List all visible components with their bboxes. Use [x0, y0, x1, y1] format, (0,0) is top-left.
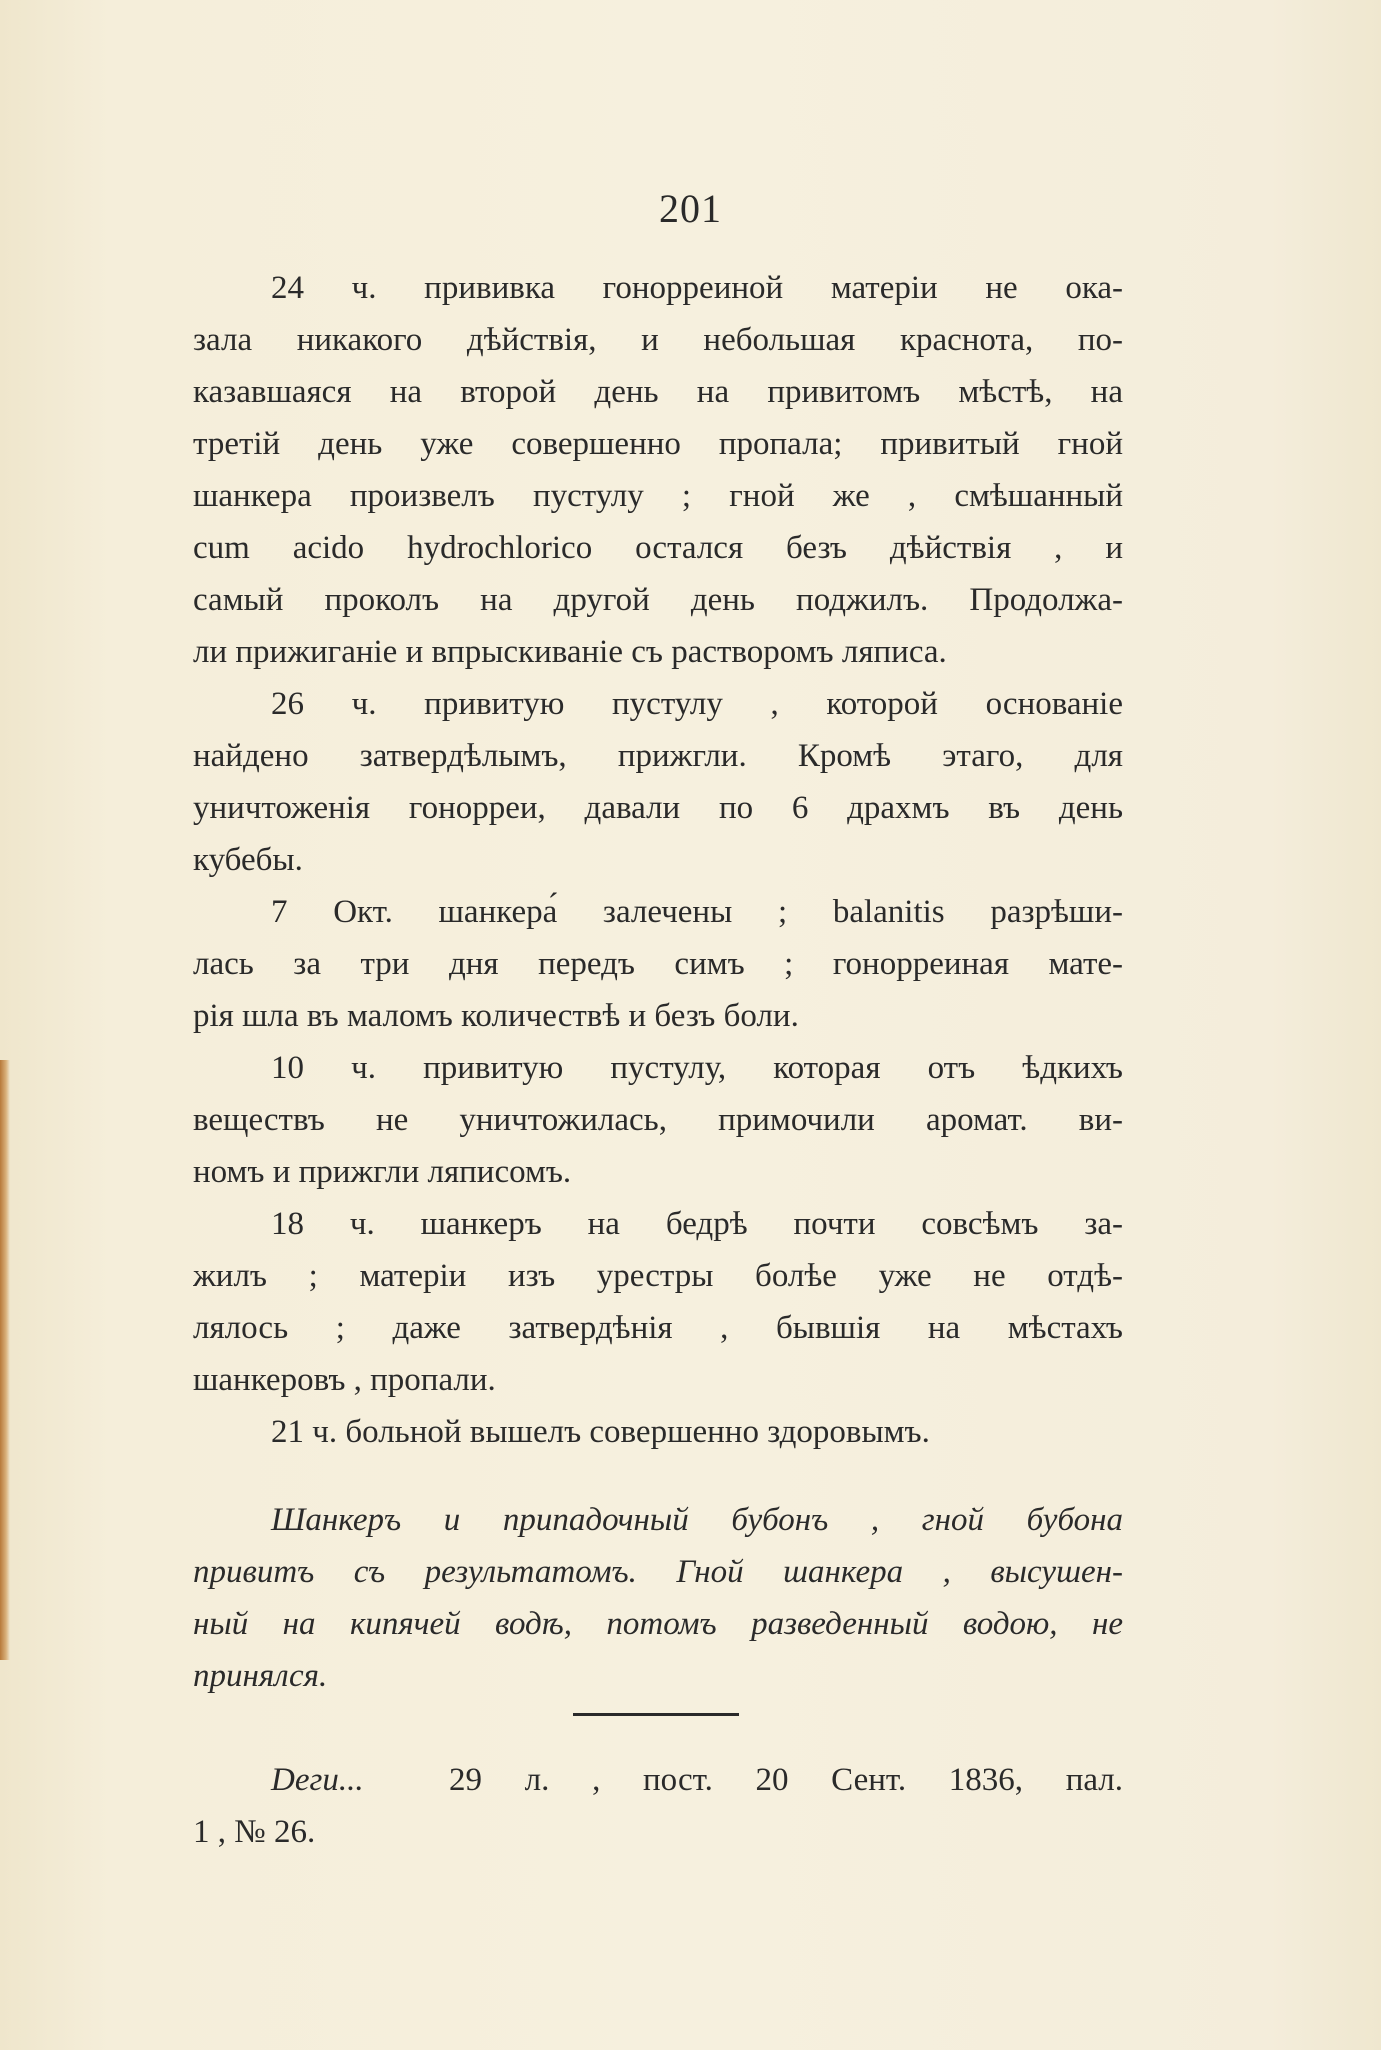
text-line: третій день уже совершенно пропала; привитый гной: [193, 426, 1123, 462]
paragraph-21: [193, 1406, 1123, 1458]
text-line: веществъ не уничтожилась, примочили аромат. ви-: [193, 1102, 1123, 1138]
text-line: cum acido hydrochlorico остался безъ дѣйствія , и: [193, 530, 1123, 566]
text-line: 26 ч. привитую пустулу , которой основаніе: [271, 686, 1123, 722]
case-summary: [193, 1494, 1123, 1702]
patient-details: 29 л. , пост. 20 Сент. 1836, пал.: [448, 1762, 1123, 1798]
text-line: жилъ ; матеріи изъ урестры болѣе уже не отдѣ-: [193, 1258, 1123, 1294]
page-edge-shadow: [0, 1060, 10, 1660]
text-line: 10 ч. привитую пустулу, которая отъ ѣдкихъ: [271, 1050, 1123, 1086]
text-line: 7 Окт. шанкера́ залечены ; balanitis разрѣши-: [271, 894, 1123, 930]
summary-line: принялся.: [193, 1658, 328, 1694]
text-line: номъ и прижгли ляписомъ.: [193, 1154, 572, 1190]
patient-name: Deги...: [271, 1762, 364, 1798]
paragraph-10: [193, 1042, 1123, 1198]
paragraph-26: [193, 678, 1123, 886]
text-line: 24 ч. прививка гонорреиной матеріи не ока-: [271, 270, 1123, 306]
text-line: лась за три дня передъ симъ ; гонорреиная мате-: [193, 946, 1123, 982]
text-line: казавшаяся на второй день на привитомъ мѣстѣ, на: [193, 374, 1123, 410]
text-line: рія шла въ маломъ количествѣ и безъ боли.: [193, 998, 799, 1034]
page-number: 201: [659, 186, 722, 231]
text-line: самый проколъ на другой день поджилъ. Продолжа-: [193, 582, 1123, 618]
main-text: [193, 262, 1123, 1458]
text-line: лялось ; даже затвердѣнія , бывшія на мѣстахъ: [193, 1310, 1123, 1346]
paragraph-24: [193, 262, 1123, 678]
summary-line: привитъ съ результатомъ. Гной шанкера , высушен-: [193, 1554, 1123, 1590]
section-divider: [573, 1713, 739, 1716]
case-header-line: [193, 1754, 1123, 1806]
summary-line: ный на кипячей водѣ, потомъ разведенный водою, не: [193, 1606, 1123, 1642]
paragraph-18: [193, 1198, 1123, 1406]
text-line: шанкера произвелъ пустулу ; гной же , смѣшанный: [193, 478, 1123, 514]
next-case-header: [193, 1754, 1123, 1858]
text-line: ли прижиганіе и впрыскиваніе съ растворомъ ляписа.: [193, 634, 947, 670]
text-line: 18 ч. шанкеръ на бедрѣ почти совсѣмъ за-: [271, 1206, 1123, 1242]
text-line: 21 ч. больной вышелъ совершенно здоровымъ.: [271, 1414, 930, 1450]
text-line: кубебы.: [193, 842, 303, 878]
text-line: найдено затвердѣлымъ, прижгли. Кромѣ этаго, для: [193, 738, 1123, 774]
text-line: шанкеровъ , пропали.: [193, 1362, 496, 1398]
paragraph-7-okt: [193, 886, 1123, 1042]
case-number-line: 1 , № 26.: [193, 1814, 316, 1850]
text-line: уничтоженія гонорреи, давали по 6 драхмъ въ день: [193, 790, 1123, 826]
summary-line: Шанкеръ и припадочный бубонъ , гной бубона: [271, 1502, 1123, 1538]
text-line: зала никакого дѣйствія, и небольшая краснота, по-: [193, 322, 1123, 358]
